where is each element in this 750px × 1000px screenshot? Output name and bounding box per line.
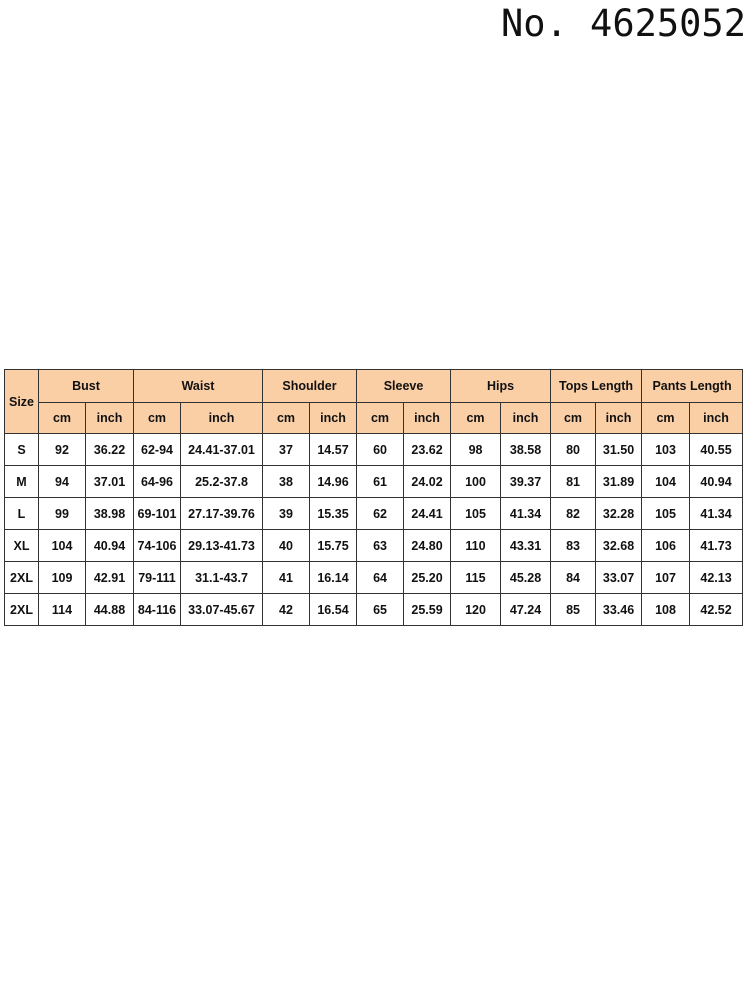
unit-header-inch: inch (86, 403, 134, 434)
unit-header-cm: cm (357, 403, 404, 434)
table-cell: 92 (39, 434, 86, 466)
size-chart-table (4, 369, 743, 626)
table-cell: 25.59 (404, 594, 451, 626)
table-cell: 99 (39, 498, 86, 530)
table-cell: 83 (551, 530, 596, 562)
table-cell: 41 (263, 562, 310, 594)
table-cell: 24.41-37.01 (181, 434, 263, 466)
table-cell: 36.22 (86, 434, 134, 466)
table-cell: 115 (451, 562, 501, 594)
table-cell: 109 (39, 562, 86, 594)
table-cell: 14.57 (310, 434, 357, 466)
table-row (5, 434, 743, 466)
table-cell: 81 (551, 466, 596, 498)
table-cell: 65 (357, 594, 404, 626)
table-cell: 15.35 (310, 498, 357, 530)
table-cell: 33.07-45.67 (181, 594, 263, 626)
table-cell: 62 (357, 498, 404, 530)
unit-header-inch: inch (181, 403, 263, 434)
table-cell: 37.01 (86, 466, 134, 498)
table-cell: 31.89 (596, 466, 642, 498)
group-header-waist: Waist (134, 370, 263, 403)
table-cell: 38 (263, 466, 310, 498)
table-row (5, 594, 743, 626)
unit-header-inch: inch (404, 403, 451, 434)
table-cell: 31.1-43.7 (181, 562, 263, 594)
table-cell: 85 (551, 594, 596, 626)
table-cell: 39 (263, 498, 310, 530)
unit-header-inch: inch (501, 403, 551, 434)
table-cell: 15.75 (310, 530, 357, 562)
table-cell: 61 (357, 466, 404, 498)
table-cell: 105 (451, 498, 501, 530)
table-cell: 33.07 (596, 562, 642, 594)
table-cell: 110 (451, 530, 501, 562)
table-cell: 105 (642, 498, 690, 530)
group-header-bust: Bust (39, 370, 134, 403)
size-cell: XL (5, 530, 39, 562)
size-cell: S (5, 434, 39, 466)
table-cell: 80 (551, 434, 596, 466)
size-cell: L (5, 498, 39, 530)
unit-header-cm: cm (642, 403, 690, 434)
table-cell: 103 (642, 434, 690, 466)
header-row-units (5, 403, 743, 434)
unit-header-inch: inch (690, 403, 743, 434)
table-cell: 79-111 (134, 562, 181, 594)
group-header-shoulder: Shoulder (263, 370, 357, 403)
table-cell: 32.68 (596, 530, 642, 562)
table-cell: 25.2-37.8 (181, 466, 263, 498)
table-cell: 42.91 (86, 562, 134, 594)
table-cell: 120 (451, 594, 501, 626)
group-header-pants-length: Pants Length (642, 370, 743, 403)
group-header-tops-length: Tops Length (551, 370, 642, 403)
size-cell: 2XL (5, 562, 39, 594)
table-cell: 108 (642, 594, 690, 626)
table-cell: 84-116 (134, 594, 181, 626)
table-cell: 16.54 (310, 594, 357, 626)
table-cell: 39.37 (501, 466, 551, 498)
table-cell: 104 (642, 466, 690, 498)
unit-header-cm: cm (451, 403, 501, 434)
table-cell: 64-96 (134, 466, 181, 498)
product-number: No. 4625052 (500, 2, 746, 45)
unit-header-cm: cm (39, 403, 86, 434)
table-cell: 74-106 (134, 530, 181, 562)
table-cell: 40 (263, 530, 310, 562)
table-row (5, 466, 743, 498)
table-cell: 114 (39, 594, 86, 626)
table-cell: 60 (357, 434, 404, 466)
table-cell: 29.13-41.73 (181, 530, 263, 562)
table-cell: 16.14 (310, 562, 357, 594)
table-cell: 45.28 (501, 562, 551, 594)
table-cell: 33.46 (596, 594, 642, 626)
table-cell: 94 (39, 466, 86, 498)
table-cell: 41.34 (501, 498, 551, 530)
table-cell: 41.34 (690, 498, 743, 530)
table-cell: 62-94 (134, 434, 181, 466)
table-cell: 82 (551, 498, 596, 530)
table-cell: 24.41 (404, 498, 451, 530)
table-row (5, 530, 743, 562)
table-cell: 40.55 (690, 434, 743, 466)
table-cell: 98 (451, 434, 501, 466)
table-cell: 100 (451, 466, 501, 498)
unit-header-cm: cm (263, 403, 310, 434)
table-cell: 40.94 (690, 466, 743, 498)
table-cell: 41.73 (690, 530, 743, 562)
table-cell: 23.62 (404, 434, 451, 466)
table-cell: 38.58 (501, 434, 551, 466)
size-cell: M (5, 466, 39, 498)
unit-header-cm: cm (551, 403, 596, 434)
table-cell: 37 (263, 434, 310, 466)
table-cell: 104 (39, 530, 86, 562)
table-cell: 44.88 (86, 594, 134, 626)
group-header-hips: Hips (451, 370, 551, 403)
table-cell: 42.13 (690, 562, 743, 594)
table-cell: 64 (357, 562, 404, 594)
table-cell: 24.80 (404, 530, 451, 562)
header-row-groups (5, 370, 743, 403)
table-cell: 42 (263, 594, 310, 626)
table-cell: 42.52 (690, 594, 743, 626)
unit-header-inch: inch (596, 403, 642, 434)
table-cell: 25.20 (404, 562, 451, 594)
table-cell: 27.17-39.76 (181, 498, 263, 530)
group-header-sleeve: Sleeve (357, 370, 451, 403)
table-cell: 38.98 (86, 498, 134, 530)
table-cell: 43.31 (501, 530, 551, 562)
table-cell: 106 (642, 530, 690, 562)
table-cell: 24.02 (404, 466, 451, 498)
table-row (5, 498, 743, 530)
unit-header-cm: cm (134, 403, 181, 434)
size-cell: 2XL (5, 594, 39, 626)
table-cell: 14.96 (310, 466, 357, 498)
table-cell: 107 (642, 562, 690, 594)
table-cell: 84 (551, 562, 596, 594)
table-cell: 40.94 (86, 530, 134, 562)
table-cell: 47.24 (501, 594, 551, 626)
unit-header-inch: inch (310, 403, 357, 434)
table-cell: 32.28 (596, 498, 642, 530)
table-row (5, 562, 743, 594)
table-cell: 69-101 (134, 498, 181, 530)
table-cell: 63 (357, 530, 404, 562)
size-column-header: Size (5, 370, 39, 434)
table-cell: 31.50 (596, 434, 642, 466)
